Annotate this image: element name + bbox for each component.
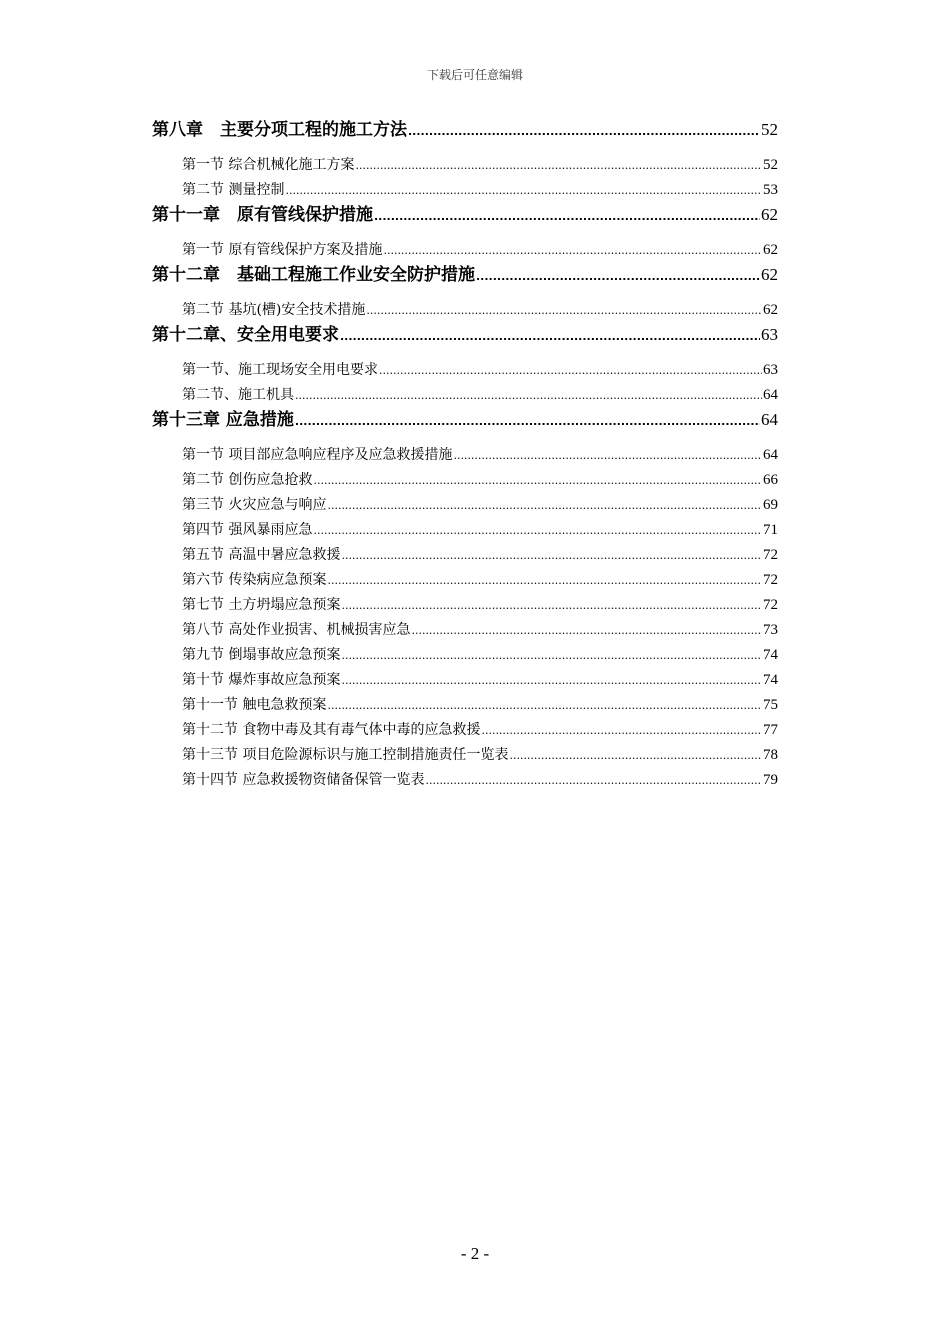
toc-entry-title: 第二节、施工机具 bbox=[182, 387, 294, 403]
toc-dot-leader bbox=[408, 120, 760, 144]
toc-section-entry[interactable] bbox=[152, 593, 778, 618]
toc-entry-page: 64 bbox=[761, 410, 778, 429]
toc-chapter-entry[interactable] bbox=[152, 203, 778, 227]
toc-dot-leader bbox=[313, 468, 762, 493]
toc-section-entry[interactable] bbox=[152, 383, 778, 408]
toc-entry-page: 74 bbox=[763, 647, 778, 663]
toc-entry-page: 74 bbox=[763, 672, 778, 688]
toc-section-entry[interactable] bbox=[152, 518, 778, 543]
toc-entry-page: 69 bbox=[763, 497, 778, 513]
toc-entry-title: 第八节 高处作业损害、机械损害应急 bbox=[182, 622, 411, 638]
toc-entry-title: 第十一章 原有管线保护措施 bbox=[152, 205, 373, 225]
toc-section-entry[interactable] bbox=[152, 153, 778, 178]
toc-dot-leader bbox=[379, 358, 762, 383]
toc-section-entry[interactable] bbox=[152, 493, 778, 518]
toc-dot-leader bbox=[383, 238, 762, 263]
toc-entry-page: 62 bbox=[763, 302, 778, 318]
toc-entry-title: 第七节 土方坍塌应急预案 bbox=[182, 597, 341, 613]
toc-dot-leader bbox=[295, 410, 760, 434]
toc-section-entry[interactable] bbox=[152, 718, 778, 743]
toc-entry-title: 第十一节 触电急救预案 bbox=[182, 697, 327, 713]
toc-entry-title: 第一节、施工现场安全用电要求 bbox=[182, 362, 378, 378]
toc-section-entry[interactable] bbox=[152, 768, 778, 793]
toc-chapter-entry[interactable] bbox=[152, 118, 778, 142]
toc-section-entry[interactable] bbox=[152, 238, 778, 263]
toc-section-entry[interactable] bbox=[152, 468, 778, 493]
toc-entry-title: 第二节 基坑(槽)安全技术措施 bbox=[182, 302, 366, 318]
toc-entry-page: 72 bbox=[763, 572, 778, 588]
toc-dot-leader bbox=[341, 668, 762, 693]
toc-entry-title: 第十二章、安全用电要求 bbox=[152, 325, 339, 345]
toc-chapter-entry[interactable] bbox=[152, 263, 778, 287]
toc-section-entry[interactable] bbox=[152, 543, 778, 568]
toc-entry-page: 63 bbox=[761, 325, 778, 344]
toc-section-entry[interactable] bbox=[152, 178, 778, 203]
page-header: 下载后可任意编辑 bbox=[426, 68, 523, 82]
toc-entry-page: 62 bbox=[761, 265, 778, 284]
toc-chapter-entry[interactable] bbox=[152, 408, 778, 432]
toc-dot-leader bbox=[327, 493, 762, 518]
toc-section-entry[interactable] bbox=[152, 668, 778, 693]
toc-dot-leader bbox=[313, 518, 762, 543]
toc-dot-leader bbox=[285, 178, 762, 203]
toc-dot-leader bbox=[476, 265, 760, 289]
toc-dot-leader bbox=[366, 298, 762, 323]
toc-entry-title: 第五节 高温中暑应急救援 bbox=[182, 547, 341, 563]
toc-dot-leader bbox=[374, 205, 760, 229]
toc-dot-leader bbox=[295, 383, 762, 408]
toc-entry-page: 66 bbox=[763, 472, 778, 488]
toc-entry-page: 72 bbox=[763, 597, 778, 613]
toc-section-entry[interactable] bbox=[152, 743, 778, 768]
toc-entry-title: 第十二节 食物中毒及其有毒气体中毒的应急救援 bbox=[182, 722, 481, 738]
toc-entry-title: 第九节 倒塌事故应急预案 bbox=[182, 647, 341, 663]
toc-entry-page: 62 bbox=[763, 242, 778, 258]
toc-section-entry[interactable] bbox=[152, 443, 778, 468]
toc-entry-title: 第一节 综合机械化施工方案 bbox=[182, 157, 355, 173]
toc-dot-leader bbox=[355, 153, 762, 178]
toc-dot-leader bbox=[411, 618, 762, 643]
toc-entry-page: 63 bbox=[763, 362, 778, 378]
toc-dot-leader bbox=[425, 768, 762, 793]
toc-entry-title: 第十三节 项目危险源标识与施工控制措施责任一览表 bbox=[182, 747, 509, 763]
toc-dot-leader bbox=[453, 443, 762, 468]
toc-entry-title: 第四节 强风暴雨应急 bbox=[182, 522, 313, 538]
toc-dot-leader bbox=[341, 643, 762, 668]
toc-entry-page: 64 bbox=[763, 447, 778, 463]
toc-section-entry[interactable] bbox=[152, 693, 778, 718]
toc-entry-page: 52 bbox=[761, 120, 778, 139]
toc-entry-page: 62 bbox=[761, 205, 778, 224]
toc-entry-page: 78 bbox=[763, 747, 778, 763]
toc-entry-page: 79 bbox=[763, 772, 778, 788]
toc-section-entry[interactable] bbox=[152, 618, 778, 643]
toc-entry-page: 64 bbox=[763, 387, 778, 403]
toc-chapter-entry[interactable] bbox=[152, 323, 778, 347]
toc-dot-leader bbox=[340, 325, 760, 349]
toc-dot-leader bbox=[481, 718, 762, 743]
toc-dot-leader bbox=[341, 593, 762, 618]
toc-entry-title: 第一节 原有管线保护方案及措施 bbox=[182, 242, 383, 258]
page-number: - 2 - bbox=[460, 1244, 490, 1263]
toc-dot-leader bbox=[341, 543, 762, 568]
toc-entry-title: 第八章 主要分项工程的施工方法 bbox=[152, 120, 407, 140]
toc-dot-leader bbox=[327, 568, 762, 593]
toc-entry-page: 77 bbox=[763, 722, 778, 738]
toc-section-entry[interactable] bbox=[152, 568, 778, 593]
toc-entry-page: 72 bbox=[763, 547, 778, 563]
toc-section-entry[interactable] bbox=[152, 643, 778, 668]
toc-entry-title: 第一节 项目部应急响应程序及应急救援措施 bbox=[182, 447, 453, 463]
toc-entry-title: 第十四节 应急救援物资储备保管一览表 bbox=[182, 772, 425, 788]
toc-dot-leader bbox=[509, 743, 762, 768]
toc-section-entry[interactable] bbox=[152, 298, 778, 323]
toc-section-entry[interactable] bbox=[152, 358, 778, 383]
toc-entry-title: 第十节 爆炸事故应急预案 bbox=[182, 672, 341, 688]
toc-entry-page: 53 bbox=[763, 182, 778, 198]
toc-dot-leader bbox=[327, 693, 762, 718]
toc-entry-page: 71 bbox=[763, 522, 778, 538]
toc-entry-title: 第十三章 应急措施 bbox=[152, 410, 294, 430]
toc-entry-title: 第十二章 基础工程施工作业安全防护措施 bbox=[152, 265, 475, 285]
toc-entry-page: 73 bbox=[763, 622, 778, 638]
table-of-contents bbox=[152, 118, 778, 793]
toc-entry-page: 75 bbox=[763, 697, 778, 713]
toc-entry-title: 第二节 创伤应急抢救 bbox=[182, 472, 313, 488]
toc-entry-page: 52 bbox=[763, 157, 778, 173]
toc-entry-title: 第二节 测量控制 bbox=[182, 182, 285, 198]
toc-entry-title: 第三节 火灾应急与响应 bbox=[182, 497, 327, 513]
toc-entry-title: 第六节 传染病应急预案 bbox=[182, 572, 327, 588]
